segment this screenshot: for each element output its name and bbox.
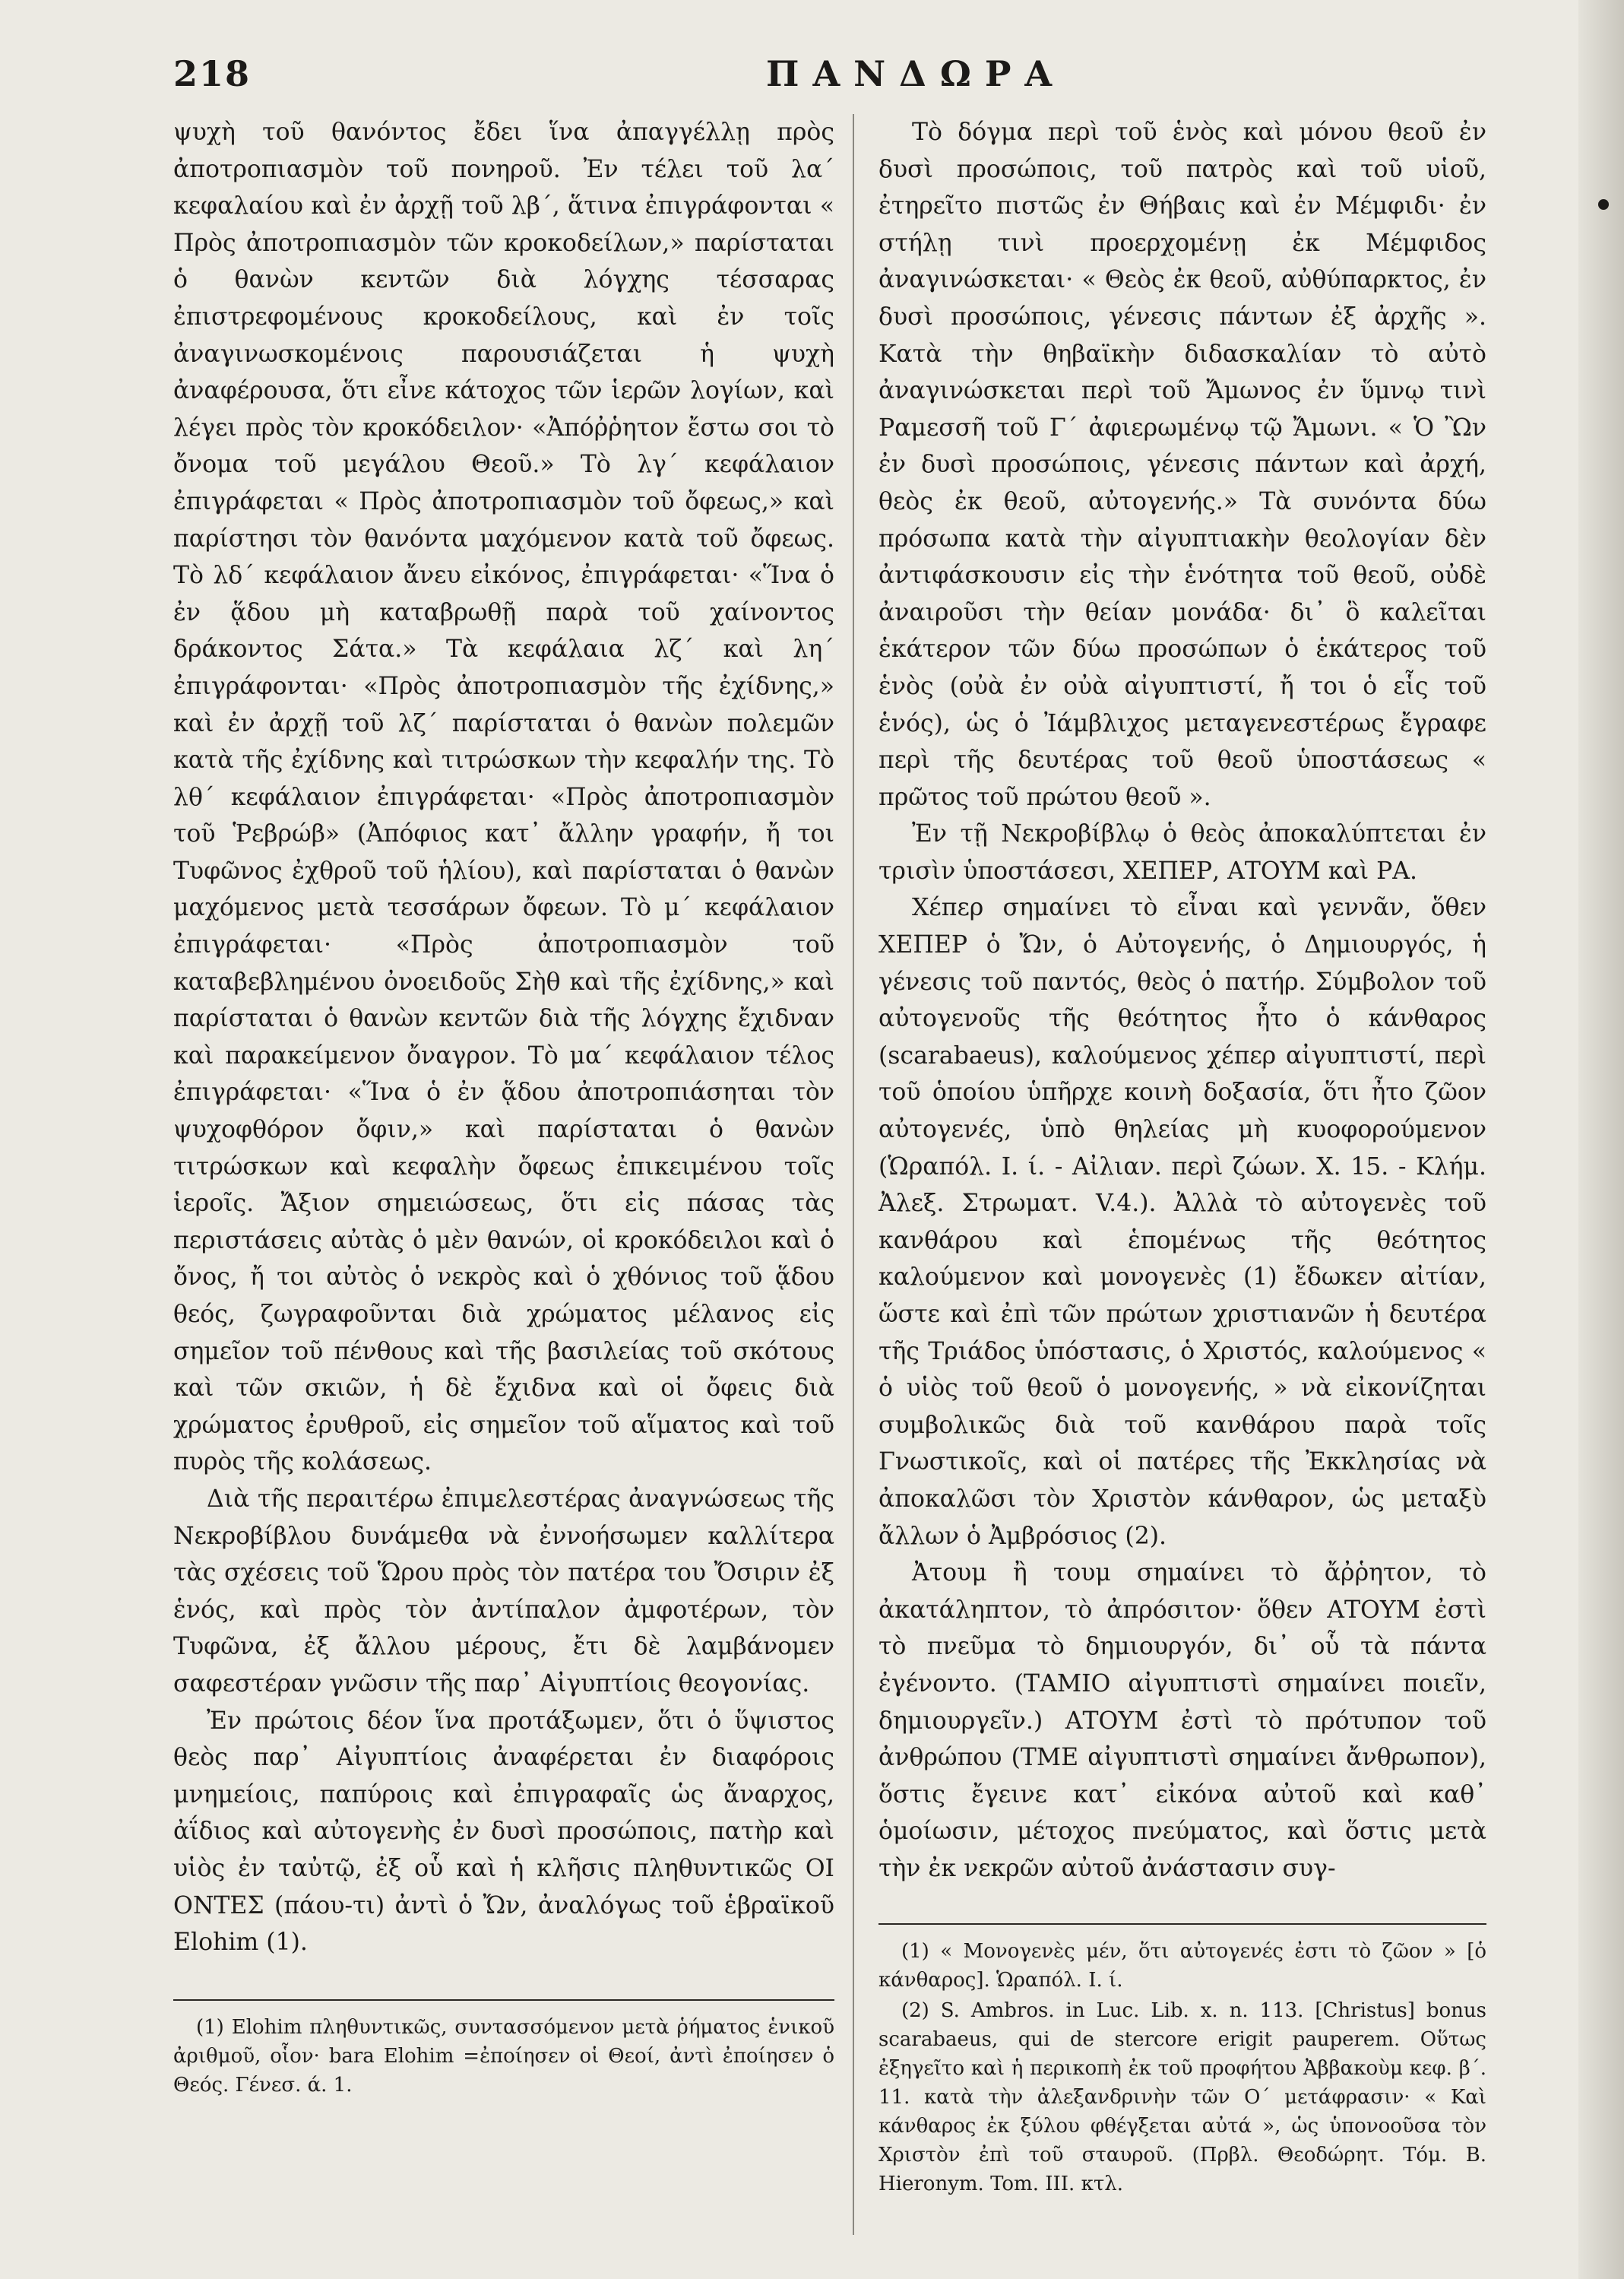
page-number: 218 — [173, 53, 252, 94]
left-column — [173, 114, 834, 1961]
left-paragraph-2: Διὰ τῆς περαιτέρω ἐπιμελεστέρας ἀναγνώσεως τῆς Νεκροβίβλου δυνάμεθα νὰ ἐννοήσωμεν καλλίτερα τὰς σχέσεις τοῦ Ὥρου πρὸς τὸν πατέρα του Ὄσιριν ἐξ ἑνός, καὶ πρὸς τὸν ἀντίπαλον ἀμφοτέρων, τὸν Τυφῶνα, ἐξ ἄλλου μέρους, ἔτι δὲ λαμβάνομεν σαφεστέραν γνῶσιν τῆς παρ᾽ Αἰγυπτίοις θεογονίας. — [173, 1485, 834, 1697]
page-header — [173, 53, 1488, 106]
footnotes-right — [878, 1937, 1486, 2200]
right-paragraph-2: Ἐν τῇ Νεκροβίβλῳ ὁ θεὸς ἀποκαλύπτεται ἐν τρισὶν ὑποστάσεσι, ΧΕΠΕΡ, ΑΤΟΥΜ καὶ ΡΑ. — [878, 820, 1486, 885]
footnote-rule-right — [878, 1923, 1486, 1925]
footnote-rule-left — [173, 1999, 834, 2001]
right-paragraph-4: Ἀτουμ ἢ τουμ σημαίνει τὸ ἄῤῥητον, τὸ ἀκατάληπτον, τὸ ἀπρόσιτον· ὅθεν ΑΤΟΥΜ ἐστὶ τὸ πνεῦμα τὸ δημιουργόν, δι᾽ οὗ τὰ πάντα ἐγένοντο. (ΤΑΜΙΟ αἰγυπτιστὶ σημαίνει ποιεῖν, δημιουργεῖν.) ΑΤΟΥΜ ἐστὶ τὸ πρότυπον τοῦ ἀνθρώπου (ΤΜΕ αἰγυπτιστὶ σημαίνει ἄνθρωπον), ὅστις ἔγεινε κατ᾽ εἰκόνα αὐτοῦ καὶ καθ᾽ ὁμοίωσιν, μέτοχος πνεύματος, καὶ ὅστις μετὰ τὴν ἐκ νεκρῶν αὐτοῦ ἀνάστασιν συγ- — [878, 1559, 1486, 1882]
column-divider — [853, 114, 854, 2235]
margin-ink-mark — [1598, 199, 1609, 210]
footnote-left-1: (1) Elohim πληθυντικῶς, συντασσόμενον μετὰ ῥήματος ἑνικοῦ ἀριθμοῦ, οἷον· bara Elohim =ἐποίησεν οἱ Θεοί, ἀντὶ ἐποίησεν ὁ Θεός. Γένεσ. ά. 1. — [173, 2016, 834, 2097]
left-paragraph-1: ψυχὴ τοῦ θανόντος ἔδει ἵνα ἀπαγγέλλῃ πρὸς ἀποτροπιασμὸν τοῦ πονηροῦ. Ἐν τέλει τοῦ λα´ κεφαλαίου καὶ ἐν ἀρχῇ τοῦ λβ´, ἅτινα ἐπιγράφονται « Πρὸς ἀποτροπιασμὸν τῶν κροκοδείλων,» παρίσταται ὁ θανὼν κεντῶν διὰ λόγχης τέσσαρας ἐπιστρεφομένους κροκοδείλους, καὶ ἐν τοῖς ἀναγινωσκομένοις παρουσιάζεται ἡ ψυχὴ ἀναφέρουσα, ὅτι εἶνε κάτοχος τῶν ἱερῶν λογίων, καὶ λέγει πρὸς τὸν κροκόδειλον· «Ἀπόῤῥητον ἔστω σοι τὸ ὄνομα τοῦ μεγάλου Θεοῦ.» Τὸ λγ´ κεφάλαιον ἐπιγράφεται « Πρὸς ἀποτροπιασμὸν τοῦ ὄφεως,» καὶ παρίστησι τὸν θανόντα μαχόμενον κατὰ τοῦ ὄφεως. Τὸ λδ´ κεφάλαιον ἄνευ εἰκόνος, ἐπιγράφεται· «Ἵνα ὁ ἐν ᾅδου μὴ καταβρωθῇ παρὰ τοῦ χαίνοντος δράκοντος Σάτα.» Τὰ κεφάλαια λζ´ καὶ λη´ ἐπιγράφονται· «Πρὸς ἀποτροπιασμὸν τῆς ἐχίδνης,» καὶ ἐν ἀρχῇ τοῦ λζ´ παρίσταται ὁ θανὼν πολεμῶν κατὰ τῆς ἐχίδνης καὶ τιτρώσκων τὴν κεφαλήν της. Τὸ λθ´ κεφάλαιον ἐπιγράφεται· «Πρὸς ἀποτροπιασμὸν τοῦ Ῥεβρώβ» (Ἀπόφιος κατ᾽ ἄλλην γραφήν, ἤ τοι Τυφῶνος ἐχθροῦ τοῦ ἡλίου), καὶ παρίσταται ὁ θανὼν μαχόμενος μετὰ τεσσάρων ὄφεων. Τὸ μ´ κεφάλαιον ἐπιγράφεται· «Πρὸς ἀποτροπιασμὸν τοῦ καταβεβλημένου ὀνοειδοῦς Σὴθ καὶ τῆς ἐχίδνης,» καὶ παρίσταται ὁ θανὼν κεντῶν διὰ τῆς λόγχης ἔχιδναν καὶ παρακείμενον ὄναγρον. Τὸ μα´ κεφάλαιον τέλος ἐπιγράφεται· «Ἵνα ὁ ἐν ᾅδου ἀποτροπιάσηται τὸν ψυχοφθόρον ὄφιν,» καὶ παρίσταται ὁ θανὼν τιτρώσκων καὶ κεφαλὴν ὄφεως ἐπικειμένου τοῖς ἱεροῖς. Ἄξιον σημειώσεως, ὅτι εἰς πάσας τὰς περιστάσεις αὐτὰς ὁ μὲν θανών, οἱ κροκόδειλοι καὶ ὁ ὄνος, ἤ τοι αὐτὸς ὁ νεκρὸς καὶ ὁ χθόνιος τοῦ ᾅδου θεός, ζωγραφοῦνται διὰ χρώματος μέλανος εἰς σημεῖον τοῦ πένθους καὶ τῆς βασιλείας τοῦ σκότους καὶ τῶν σκιῶν, ἡ δὲ ἔχιδνα καὶ οἱ ὄφεις διὰ χρώματος ἐρυθροῦ, εἰς σημεῖον τοῦ αἵματος καὶ τοῦ πυρὸς τῆς κολάσεως. — [173, 119, 834, 1476]
footnote-right-1: (1) « Μονογενὲς μέν, ὅτι αὐτογενές ἐστι τὸ ζῶον » [ὁ κάνθαρος]. Ὡραπόλ. I. ί. — [878, 1940, 1486, 1992]
footnote-right-2: (2) S. Ambros. in Luc. Lib. x. n. 113. [Christus] bonus scarabaeus, qui de stercore erigit pauperem. Οὕτως ἐξηγεῖτο καὶ ἡ περικοπὴ ἐκ τοῦ προφήτου Ἀββακοὺμ κεφ. β´. 11. κατὰ τὴν ἀλεξανδρινὴν τῶν Ο´ μετάφρασιν· « Καὶ κάνθαρος ἐκ ξύλου φθέγξεται αὐτά », ὡς ὑπονοοῦσα τὸν Χριστὸν ἐπὶ τοῦ σταυροῦ. (Πρβλ. Θεοδώρητ. Τόμ. Β. Hieronym. Tom. III. κτλ. — [878, 1999, 1486, 2195]
running-title: ΠΑΝΔΩΡΑ — [766, 53, 1066, 94]
page-edge-shadow — [1578, 0, 1624, 2279]
right-paragraph-1: Τὸ δόγμα περὶ τοῦ ἑνὸς καὶ μόνου θεοῦ ἐν δυσὶ προσώποις, τοῦ πατρὸς καὶ τοῦ υἱοῦ, ἐτηρεῖτο πιστῶς ἐν Θήβαις καὶ ἐν Μέμφιδι· ἐν στήλῃ τινὶ προερχομένῃ ἐκ Μέμφιδος ἀναγινώσκεται· « Θεὸς ἐκ θεοῦ, αὐθύπαρκτος, ἐν δυσὶ προσώποις, γένεσις πάντων ἐξ ἀρχῆς ». Κατὰ τὴν θηβαϊκὴν διδασκαλίαν τὸ αὐτὸ ἀναγινώσκεται περὶ τοῦ Ἄμωνος ἐν ὕμνῳ τινὶ Ραμεσσῆ τοῦ Γ´ ἀφιερωμένῳ τῷ Ἄμωνι. « Ὁ Ὢν ἐν δυσὶ προσώποις, γένεσις πάντων καὶ ἀρχή, θεὸς ἐκ θεοῦ, αὐτογενής.» Τὰ συνόντα δύω πρόσωπα κατὰ τὴν αἰγυπτιακὴν θεολογίαν δὲν ἀντιφάσκουσιν εἰς τὴν ἑνότητα τοῦ θεοῦ, οὐδὲ ἀναιροῦσι τὴν θείαν μονάδα· δι᾽ ὃ καλεῖται ἑκάτερον τῶν δύω προσώπων ὁ ἑκάτερος τοῦ ἑνὸς (οὐὰ ἐν οὐὰ αἰγυπτιστί, ἤ τοι ὁ εἷς τοῦ ἑνός), ὡς ὁ Ἰάμβλιχος μεταγενεστέρως ἔγραφε περὶ τῆς δευτέρας τοῦ θεοῦ ὑποστάσεως « πρῶτος τοῦ πρώτου θεοῦ ». — [878, 119, 1486, 811]
left-paragraph-3: Ἐν πρώτοις δέον ἵνα προτάξωμεν, ὅτι ὁ ὕψιστος θεὸς παρ᾽ Αἰγυπτίοις ἀναφέρεται ἐν διαφόροις μνημείοις, παπύροις καὶ ἐπιγραφαῖς ὡς ἄναρχος, ἀΐδιος καὶ αὐτογενὴς ἐν δυσὶ προσώποις, πατὴρ καὶ υἱὸς ἐν ταὐτῷ, ἐξ οὗ καὶ ἡ κλῆσις πληθυντικῶς ΟΙ ΟΝΤΕΣ (πάου-τι) ἀντὶ ὁ Ὤν, ἀναλόγως τοῦ ἑβραϊκοῦ Elohim (1). — [173, 1707, 834, 1957]
footnotes-left — [173, 2013, 834, 2101]
right-paragraph-3: Χέπερ σημαίνει τὸ εἶναι καὶ γεννᾶν, ὅθεν ΧΕΠΕΡ ὁ Ὤν, ὁ Αὐτογενής, ὁ Δημιουργός, ἡ γένεσις τοῦ παντός, θεὸς ὁ πατήρ. Σύμβολον τοῦ αὐτογενοῦς τῆς θεότητος ἦτο ὁ κάνθαρος (scarabaeus), καλούμενος χέπερ αἰγυπτιστί, περὶ τοῦ ὁποίου ὑπῆρχε κοινὴ δοξασία, ὅτι ἦτο ζῶον αὐτογενές, ὑπὸ θηλείας μὴ κυοφορούμενον (Ὡραπόλ. I. ί. - Αἰλιαν. περὶ ζώων. Χ. 15. - Κλήμ. Ἀλεξ. Στρωματ. V.4.). Ἀλλὰ τὸ αὐτογενὲς τοῦ κανθάρου καὶ ἑπομένως τῆς θεότητος καλούμενον καὶ μονογενὲς (1) ἔδωκεν αἰτίαν, ὥστε καὶ ἐπὶ τῶν πρώτων χριστιανῶν ἡ δευτέρα τῆς Τριάδος ὑπόστασις, ὁ Χριστός, καλούμενος « ὁ υἱὸς τοῦ θεοῦ ὁ μονογενής, » νὰ εἰκονίζηται συμβολικῶς διὰ τοῦ κανθάρου παρὰ τοῖς Γνωστικοῖς, καὶ οἱ πατέρες τῆς Ἐκκλησίας νὰ ἀποκαλῶσι τὸν Χριστὸν κάνθαρον, ὡς μεταξὺ ἄλλων ὁ Ἀμβρόσιος (2). — [878, 894, 1486, 1550]
right-column — [878, 114, 1486, 1888]
